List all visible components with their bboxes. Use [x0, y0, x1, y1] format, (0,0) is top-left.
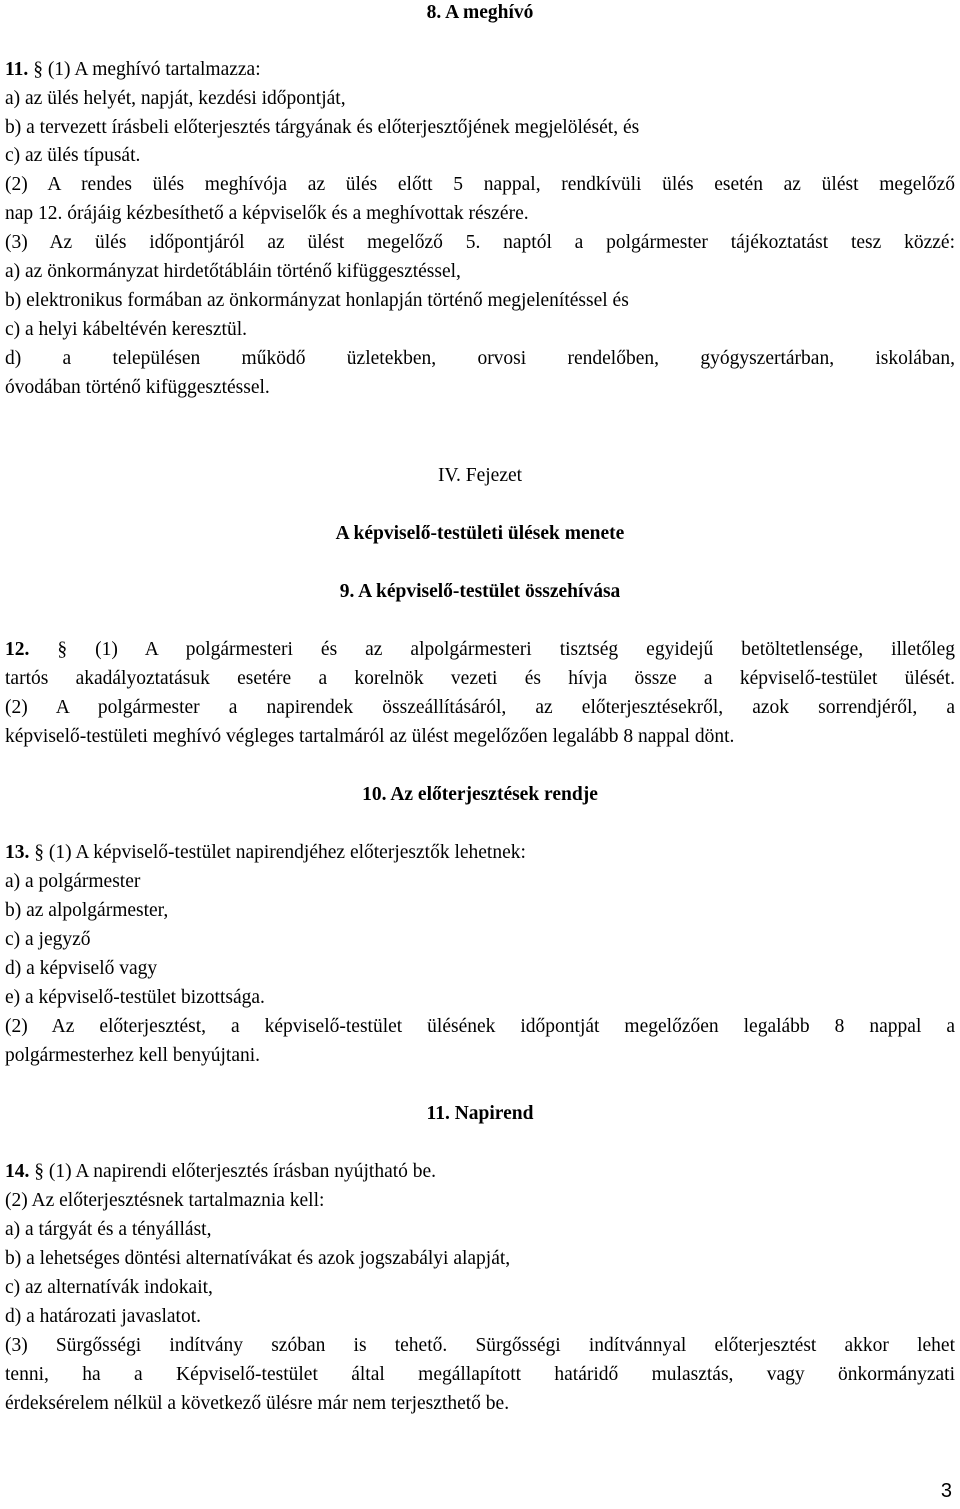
text-line: polgármesterhez kell benyújtani. — [5, 1045, 261, 1066]
section-symbol: § — [33, 59, 43, 80]
text-line: d) a határozati javaslatot. — [5, 1306, 201, 1327]
text-line: (2) A rendes ülés meghívója az ülés előtt 5 nappal, rendkívüli ülés esetén az ülést megelőző — [5, 174, 955, 195]
text-line: a) a tárgyát és a tényállást, — [5, 1219, 212, 1240]
text-line: a) a polgármester — [5, 871, 141, 892]
text-line: c) a helyi kábeltévén keresztül. — [5, 319, 248, 340]
section-symbol: § — [34, 1161, 44, 1182]
text-line: tenni, ha a Képviselő-testület által megállapított határidő mulasztás, vagy önkormányzati — [5, 1364, 955, 1385]
paragraph-number: 11. — [5, 59, 29, 80]
paragraph-number: 12. — [5, 639, 30, 660]
text-line: d) a településen működő üzletekben, orvosi rendelőben, gyógyszertárban, iskolában, — [5, 348, 955, 369]
text-line: b) az alpolgármester, — [5, 900, 169, 921]
text-line: nap 12. órájáig kézbesíthető a képviselők és a meghívottak részére. — [5, 203, 529, 224]
section-heading-11: 11. Napirend — [426, 1103, 534, 1124]
paragraph-12-first-line: 12. § (1) A polgármesteri és az alpolgármesteri tisztség egyidejű betöltetlensége, illetőleg — [5, 639, 955, 660]
section-symbol: § — [34, 842, 44, 863]
paragraph-14-first-line: 14. § (1) A napirendi előterjesztés írásban nyújtható be. — [5, 1161, 437, 1182]
paragraph-number: 13. — [5, 842, 30, 863]
paragraph-number: 14. — [5, 1161, 30, 1182]
text-line: b) a tervezett írásbeli előterjesztés tárgyának és előterjesztőjének megjelölését, és — [5, 117, 640, 138]
text-line: (2) Az előterjesztésnek tartalmaznia kell: — [5, 1190, 325, 1211]
text-line: tartós akadályoztatásuk esetére a korelnök vezeti és hívja össze a képviselő-testület ülését. — [5, 668, 955, 689]
text-line: (2) Az előterjesztést, a képviselő-testület ülésének időpontját megelőzően legalább 8 nappal a — [5, 1016, 955, 1037]
text-line: c) az alternatívák indokait, — [5, 1277, 213, 1298]
page-number: 3 — [940, 1480, 952, 1502]
paragraph-13-first-line: 13. § (1) A képviselő-testület napirendjéhez előterjesztők lehetnek: — [5, 842, 526, 863]
section-heading-8: 8. A meghívó — [426, 2, 534, 23]
text-line: érdeksérelem nélkül a következő ülésre már nem terjeszthető be. — [5, 1393, 510, 1414]
text-line: a) az önkormányzat hirdetőtábláin történő kifüggesztéssel, — [5, 261, 461, 282]
chapter-label: IV. Fejezet — [437, 465, 523, 486]
text-line: e) a képviselő-testület bizottsága. — [5, 987, 265, 1008]
section-heading-9: 9. A képviselő-testület összehívása — [339, 581, 621, 602]
text-line: (3) Az ülés időpontjáról az ülést megelőző 5. naptól a polgármester tájékoztatást tesz közzé: — [5, 232, 955, 253]
chapter-title: A képviselő-testületi ülések menete — [335, 523, 625, 544]
text-line: b) a lehetséges döntési alternatívákat és azok jogszabályi alapját, — [5, 1248, 511, 1269]
section-heading-10: 10. Az előterjesztések rendje — [362, 784, 598, 805]
text-line: b) elektronikus formában az önkormányzat honlapján történő megjelenítéssel és — [5, 290, 629, 311]
text-line: óvodában történő kifüggesztéssel. — [5, 377, 270, 398]
section-symbol: § — [57, 639, 68, 660]
text-line: képviselő-testületi meghívó végleges tartalmáról az ülést megelőzően legalább 8 nappal dönt. — [5, 726, 735, 747]
text-line: (3) Sürgősségi indítvány szóban is tehető. Sürgősségi indítvánnyal előterjesztést akkor lehet — [5, 1335, 955, 1356]
text-line: a) az ülés helyét, napját, kezdési időpontját, — [5, 88, 346, 109]
text-line: d) a képviselő vagy — [5, 958, 158, 979]
text-line: c) az ülés típusát. — [5, 145, 141, 166]
text-line: (2) A polgármester a napirendek összeállításáról, az előterjesztésekről, azok sorrendjéről, a — [5, 697, 955, 718]
text-line: c) a jegyző — [5, 929, 91, 950]
paragraph-11-first-line: 11. § (1) A meghívó tartalmazza: — [5, 59, 261, 80]
